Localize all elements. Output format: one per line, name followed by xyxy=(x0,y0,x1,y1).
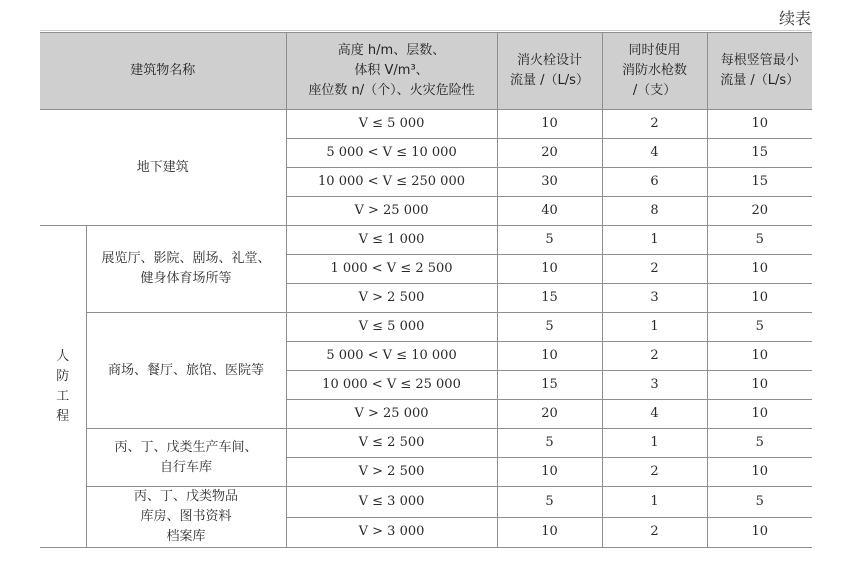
design-flow-cell: 10 xyxy=(497,255,602,284)
condition-cell: V ≤ 2 500 xyxy=(286,429,497,458)
header-parameter-line-3: 座位数 n/（个）、火灾危险性 xyxy=(308,83,475,98)
riser-flow-cell: 10 xyxy=(707,342,812,371)
building-name-line: 商场、餐厅、旅馆、医院等 xyxy=(108,362,265,378)
condition-cell: V ≤ 5 000 xyxy=(286,313,497,342)
riser-flow-cell: 5 xyxy=(707,226,812,255)
building-name-line: 丙、丁、戊类生产车间、 xyxy=(114,439,258,455)
header-design-flow xyxy=(497,33,602,110)
nozzle-count-cell: 8 xyxy=(602,197,707,226)
header-nozzle-count-line-3: /（支） xyxy=(632,83,677,98)
nozzle-count-cell: 1 xyxy=(602,487,707,518)
table-header-row xyxy=(40,33,812,110)
riser-flow-cell: 10 xyxy=(707,371,812,400)
nozzle-count-cell: 4 xyxy=(602,139,707,168)
civil-defence-label-char: 人 xyxy=(56,348,70,364)
continued-label: 续表 xyxy=(778,9,811,28)
design-flow-cell: 5 xyxy=(497,313,602,342)
header-parameter-line-1: 高度 h/m、层数、 xyxy=(337,43,446,58)
riser-flow-cell: 5 xyxy=(707,429,812,458)
condition-cell: V ≤ 1 000 xyxy=(286,226,497,255)
header-nozzle-count-line-2: 消防水枪数 xyxy=(622,63,688,78)
nozzle-count-cell: 1 xyxy=(602,313,707,342)
nozzle-count-cell: 2 xyxy=(602,342,707,371)
header-parameter xyxy=(286,33,497,110)
header-building-name: 建筑物名称 xyxy=(40,33,286,110)
table-row xyxy=(40,313,812,342)
top-rule xyxy=(40,30,811,31)
riser-flow-cell: 5 xyxy=(707,487,812,518)
nozzle-count-cell: 1 xyxy=(602,429,707,458)
riser-flow-cell: 10 xyxy=(707,110,812,139)
building-name-commercial xyxy=(86,313,286,429)
building-name-line: 展览厅、影院、剧场、礼堂、 xyxy=(101,251,271,266)
riser-flow-cell: 10 xyxy=(707,517,812,548)
table-row xyxy=(40,487,812,518)
nozzle-count-cell: 6 xyxy=(602,168,707,197)
header-design-flow-line-1: 消火栓设计 xyxy=(517,53,583,68)
condition-cell: 1 000 < V ≤ 2 500 xyxy=(286,255,497,284)
header-nozzle-count xyxy=(602,33,707,110)
building-name-warehouse xyxy=(86,487,286,548)
design-flow-cell: 30 xyxy=(497,168,602,197)
condition-cell: 5 000 < V ≤ 10 000 xyxy=(286,342,497,371)
nozzle-count-cell: 2 xyxy=(602,255,707,284)
civil-defence-label-char: 工 xyxy=(56,388,70,404)
design-flow-cell: 40 xyxy=(497,197,602,226)
civil-defence-label xyxy=(40,226,86,548)
nozzle-count-cell: 3 xyxy=(602,284,707,313)
fire-hydrant-flow-table xyxy=(40,32,812,548)
condition-cell: V ≤ 3 000 xyxy=(286,487,497,518)
design-flow-cell: 15 xyxy=(497,371,602,400)
condition-cell: V ≤ 5 000 xyxy=(286,110,497,139)
riser-flow-cell: 10 xyxy=(707,458,812,487)
riser-flow-cell: 15 xyxy=(707,168,812,197)
nozzle-count-cell: 4 xyxy=(602,400,707,429)
civil-defence-label-char: 程 xyxy=(56,408,70,424)
nozzle-count-cell: 2 xyxy=(602,458,707,487)
nozzle-count-cell: 2 xyxy=(602,517,707,548)
nozzle-count-cell: 3 xyxy=(602,371,707,400)
building-name-line: 自行车库 xyxy=(160,459,213,475)
building-name-line: 档案库 xyxy=(166,529,206,544)
table-row xyxy=(40,110,812,139)
riser-flow-cell: 10 xyxy=(707,284,812,313)
nozzle-count-cell: 2 xyxy=(602,110,707,139)
riser-flow-cell: 10 xyxy=(707,255,812,284)
design-flow-cell: 20 xyxy=(497,139,602,168)
building-name-line: 库房、图书资料 xyxy=(140,509,232,524)
header-design-flow-line-2: 流量 /（L/s） xyxy=(510,73,589,88)
nozzle-count-cell: 1 xyxy=(602,226,707,255)
design-flow-cell: 5 xyxy=(497,226,602,255)
condition-cell: 5 000 < V ≤ 10 000 xyxy=(286,139,497,168)
building-name-workshop xyxy=(86,429,286,487)
building-name-underground: 地下建筑 xyxy=(40,110,286,226)
condition-cell: 10 000 < V ≤ 25 000 xyxy=(286,371,497,400)
condition-cell: V > 25 000 xyxy=(286,197,497,226)
condition-cell: 10 000 < V ≤ 250 000 xyxy=(286,168,497,197)
design-flow-cell: 15 xyxy=(497,284,602,313)
design-flow-cell: 10 xyxy=(497,110,602,139)
header-riser-min-flow-line-1: 每根竖管最小 xyxy=(720,53,799,68)
building-name-line: 健身体育场所等 xyxy=(140,271,232,286)
riser-flow-cell: 15 xyxy=(707,139,812,168)
header-riser-min-flow-line-2: 流量 /（L/s） xyxy=(720,73,800,88)
design-flow-cell: 10 xyxy=(497,342,602,371)
table-row xyxy=(40,226,812,255)
header-nozzle-count-line-1: 同时使用 xyxy=(628,43,681,58)
design-flow-cell: 20 xyxy=(497,400,602,429)
design-flow-cell: 10 xyxy=(497,458,602,487)
header-parameter-line-2: 体积 V/m³、 xyxy=(354,63,429,78)
condition-cell: V > 2 500 xyxy=(286,458,497,487)
civil-defence-label-char: 防 xyxy=(56,368,70,384)
building-name-exhibition xyxy=(86,226,286,313)
riser-flow-cell: 20 xyxy=(707,197,812,226)
condition-cell: V > 3 000 xyxy=(286,517,497,548)
condition-cell: V > 25 000 xyxy=(286,400,497,429)
header-riser-min-flow xyxy=(707,33,812,110)
riser-flow-cell: 10 xyxy=(707,400,812,429)
table-row xyxy=(40,429,812,458)
riser-flow-cell: 5 xyxy=(707,313,812,342)
condition-cell: V > 2 500 xyxy=(286,284,497,313)
building-name-line: 丙、丁、戊类物品 xyxy=(134,489,239,504)
design-flow-cell: 5 xyxy=(497,487,602,518)
design-flow-cell: 5 xyxy=(497,429,602,458)
design-flow-cell: 10 xyxy=(497,517,602,548)
